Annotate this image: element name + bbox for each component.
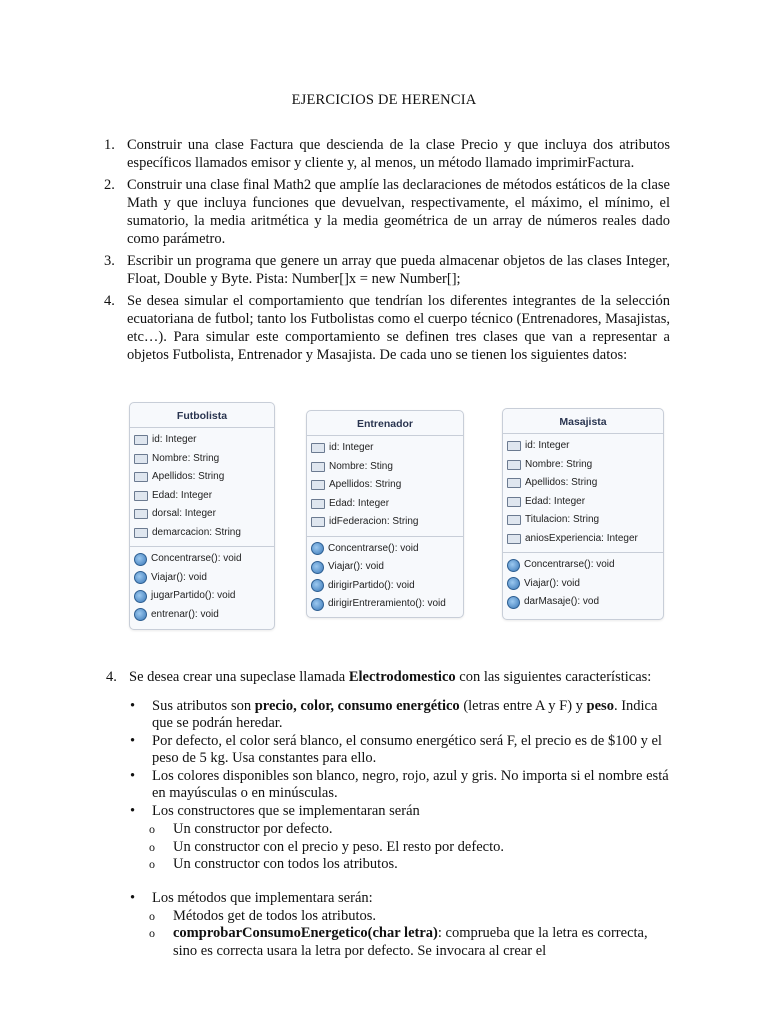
uml-methods	[503, 552, 663, 616]
exercise-number: 2.	[104, 177, 115, 193]
uml-method	[503, 575, 663, 594]
uml-attribute-label: Edad: Integer	[525, 495, 586, 507]
attribute-icon	[134, 435, 148, 445]
uml-method	[130, 550, 274, 569]
uml-diagram	[126, 398, 682, 648]
uml-attribute-label: id: Integer	[329, 442, 374, 453]
uml-attribute	[130, 431, 274, 450]
circle-bullet-icon: o	[149, 857, 155, 871]
uml-attributes	[307, 436, 463, 536]
uml-attribute-label: dorsal: Integer	[152, 508, 216, 519]
exercise-4	[100, 292, 670, 364]
method-icon	[134, 553, 147, 566]
list-item	[127, 803, 670, 820]
uml-method-label: jugarPartido(): void	[151, 590, 236, 601]
circle-bullet-icon: o	[149, 908, 155, 923]
exercise-list	[100, 136, 670, 368]
method-icon	[134, 571, 147, 584]
text: : comprueba que la letra es correcta, sino es correcta usara la letra por defecto. Se invocara al crear el	[173, 925, 648, 959]
exercise-number: 4.	[104, 293, 115, 309]
circle-bullet-icon: o	[149, 822, 155, 836]
uml-attribute	[503, 493, 663, 512]
uml-attribute-label: Nombre: String	[152, 452, 220, 464]
text: Un constructor por defecto.	[173, 821, 333, 837]
uml-attribute	[130, 505, 274, 524]
uml-attribute-label: Edad: Integer	[329, 497, 390, 509]
uml-method	[503, 556, 663, 575]
method-icon	[311, 579, 324, 592]
exercise-text: Se desea simular el comportamiento que tendrían los diferentes integrantes de la selección ecuatoriana de futbol; tanto los Futbolistas como el cuerpo técnico (Entrenadores, Masajistas, etc…). Para simular este comportamiento se definen tres clases que van a representar a objetos Futbolista, Entrenador y Masajista. De cada uno se tienen los siguientes datos:	[127, 293, 670, 363]
circle-bullet-icon: o	[149, 926, 155, 940]
method-icon	[507, 559, 520, 572]
attribute-icon	[134, 472, 148, 482]
uml-attribute	[503, 530, 663, 549]
attribute-icon	[134, 509, 148, 519]
exercise-text: Escribir un programa que genere un array que pueda almacenar objetos de las clases Integer, Float, Double y Byte. Pista: Number[]x = new Number[];	[127, 253, 670, 287]
uml-method	[307, 577, 463, 596]
text: Un constructor con todos los atributos.	[173, 856, 398, 872]
uml-attribute	[307, 458, 463, 477]
uml-attribute-label: aniosExperiencia: Integer	[525, 532, 638, 544]
uml-attributes	[503, 434, 663, 552]
exercise-number: 1.	[104, 137, 115, 153]
uml-attribute-label: Nombre: String	[525, 458, 593, 470]
attribute-icon	[134, 454, 148, 464]
uml-method	[130, 587, 274, 606]
sub-item	[127, 925, 670, 960]
bullet-icon: •	[130, 889, 136, 906]
exercise-text: Construir una clase final Math2 que amplíe las declaraciones de métodos estáticos de la clase Math y que incluya funciones que devuelvan, respectivamente, el máximo, el mínimo, el sumatorio, la media aritmética y la media geométrica de un array de números reales dado como parámetro.	[127, 177, 670, 247]
list-item	[127, 698, 670, 732]
uml-method	[130, 569, 274, 588]
uml-class-entrenador	[306, 410, 464, 618]
attribute-icon	[507, 478, 521, 488]
intro-text-end: con las siguientes características:	[455, 669, 652, 685]
sub-item	[127, 839, 670, 857]
uml-attribute-label: Apellidos: String	[152, 471, 225, 482]
sub-item	[127, 856, 670, 874]
uml-attribute	[503, 456, 663, 475]
text: Métodos get de todos los atributos.	[173, 907, 376, 924]
uml-attribute	[130, 468, 274, 487]
uml-method-label: Viajar(): void	[524, 577, 580, 589]
list-item	[127, 733, 670, 767]
text: . Indica que se podrán heredar.	[152, 698, 658, 731]
uml-method-label: dirigirEntreramiento(): void	[328, 598, 446, 609]
uml-class-title: Entrenador	[307, 411, 463, 436]
uml-attribute-label: demarcacion: String	[152, 526, 241, 538]
bullet-icon: •	[130, 803, 136, 819]
list-item	[127, 890, 670, 907]
method-icon	[134, 590, 147, 603]
attribute-icon	[507, 497, 521, 507]
text: Un constructor con el precio y peso. El resto por defecto.	[173, 838, 504, 855]
uml-methods	[307, 536, 463, 618]
circle-bullet-icon: o	[149, 839, 155, 854]
exercise-text: Construir una clase Factura que descienda de la clase Precio y que incluya dos atributos específicos llamados emisor y cliente y, al menos, un método llamado imprimirFactura.	[127, 137, 670, 171]
text: Los constructores que se implementaran serán	[152, 803, 420, 819]
intro-text: Se desea crear una supeclase llamada	[129, 669, 349, 685]
attribute-icon	[311, 443, 325, 453]
text: Los colores disponibles son blanco, negro, rojo, azul y gris. No importa si el nombre está en mayúsculas o en minúsculas.	[152, 768, 669, 801]
uml-attribute-label: Edad: Integer	[152, 489, 213, 501]
uml-class-masajista	[502, 408, 664, 620]
uml-methods	[130, 546, 274, 628]
method-icon	[507, 577, 520, 590]
attribute-icon	[134, 528, 148, 538]
uml-attribute-label: Nombre: Sting	[329, 460, 393, 472]
exercise-2	[100, 176, 670, 248]
uml-attribute	[307, 439, 463, 458]
peso-bold: peso	[586, 698, 614, 714]
bullet-icon: •	[130, 768, 136, 784]
uml-attribute-label: Apellidos: String	[329, 479, 402, 490]
bullet-icon: •	[130, 698, 136, 714]
uml-attribute	[130, 450, 274, 469]
uml-class-futbolista	[129, 402, 275, 630]
exercise-electrodomestico	[100, 669, 670, 960]
requirements-list	[127, 698, 670, 960]
uml-attributes	[130, 428, 274, 546]
uml-method-label: Viajar(): void	[151, 571, 207, 583]
exercise-3	[100, 252, 670, 288]
uml-attribute	[503, 437, 663, 456]
text: Sus atributos son	[152, 698, 255, 714]
uml-method-label: Viajar(): void	[328, 561, 384, 572]
uml-attribute	[130, 524, 274, 543]
attribute-icon	[507, 441, 521, 451]
uml-method-label: Concentrarse(): void	[328, 542, 419, 554]
uml-method-label: Concentrarse(): void	[524, 559, 615, 570]
method-icon	[311, 542, 324, 555]
intro-class-name: Electrodomestico	[348, 669, 456, 685]
sub-item	[127, 821, 670, 839]
uml-method	[130, 606, 274, 625]
exercise-number: 4.	[106, 669, 117, 685]
sub-item	[127, 908, 670, 926]
attribute-icon	[311, 499, 325, 509]
attributes-bold: precio, color, consumo energético	[254, 698, 460, 714]
method-icon	[134, 608, 147, 621]
uml-method	[307, 540, 463, 559]
uml-attribute	[307, 495, 463, 514]
uml-attribute	[503, 511, 663, 530]
page-title: EJERCICIOS DE HERENCIA	[291, 92, 477, 108]
uml-attribute	[307, 476, 463, 495]
uml-attribute-label: Apellidos: String	[525, 477, 598, 488]
uml-attribute-label: id: Integer	[525, 440, 570, 451]
attribute-icon	[311, 517, 325, 527]
uml-method-label: Concentrarse(): void	[151, 553, 242, 564]
text: Por defecto, el color será blanco, el consumo energético será F, el precio es de $100 y el peso de 5 kg. Usa constantes para ello.	[152, 733, 662, 766]
attribute-icon	[134, 491, 148, 501]
method-icon	[311, 561, 324, 574]
bullet-icon: •	[130, 733, 136, 749]
exercise-1	[100, 136, 670, 172]
method-icon	[507, 596, 520, 609]
attribute-icon	[507, 460, 521, 470]
uml-method	[503, 593, 663, 612]
uml-method-label: dirigirPartido(): void	[328, 579, 415, 591]
uml-attribute-label: Titulacion: String	[525, 514, 600, 525]
uml-method	[307, 558, 463, 577]
text: Los métodos que implementara serán:	[152, 889, 373, 906]
attribute-icon	[507, 534, 521, 544]
uml-class-title: Masajista	[503, 409, 663, 434]
uml-method	[307, 595, 463, 614]
uml-class-title: Futbolista	[130, 403, 274, 428]
method-icon	[311, 598, 324, 611]
attribute-icon	[311, 462, 325, 472]
list-item	[127, 768, 670, 802]
uml-attribute	[307, 513, 463, 532]
method-name-bold: comprobarConsumoEnergetico(char letra)	[173, 925, 438, 941]
exercise-number: 3.	[104, 253, 115, 269]
uml-attribute	[130, 487, 274, 506]
uml-method-label: entrenar(): void	[151, 608, 219, 620]
section-intro	[100, 669, 670, 686]
uml-attribute-label: idFederacion: String	[329, 516, 419, 527]
uml-method-label: darMasaje(): vod	[524, 596, 600, 607]
uml-attribute	[503, 474, 663, 493]
attribute-icon	[311, 480, 325, 490]
attribute-icon	[507, 515, 521, 525]
uml-attribute-label: id: Integer	[152, 434, 197, 445]
text: (letras entre A y F) y	[459, 698, 587, 714]
